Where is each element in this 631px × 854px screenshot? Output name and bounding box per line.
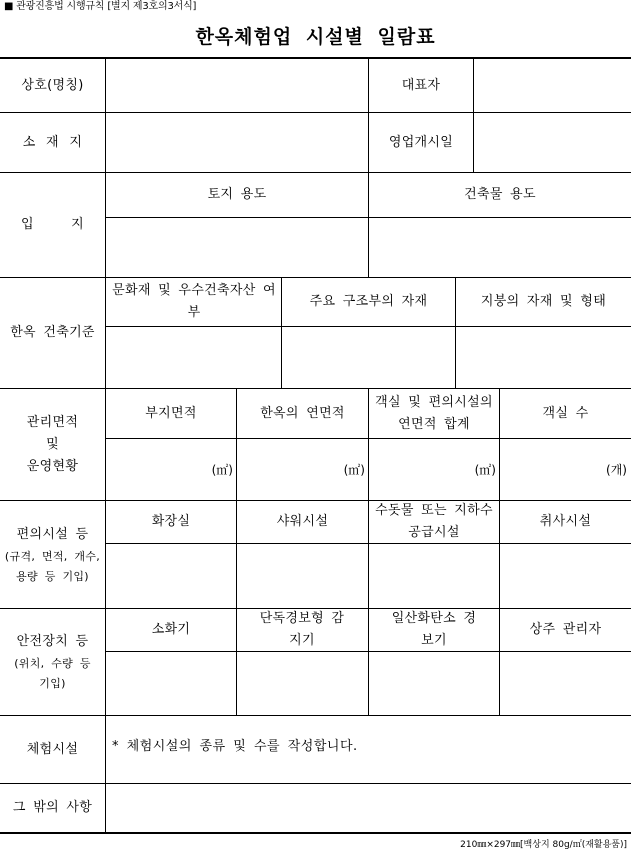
management-label-line2: 및 — [46, 436, 59, 452]
form-reference: ■ 관광진흥법 시행규칙 [별지 제3호의3서식] — [4, 1, 197, 12]
building-use-header: 건축물 용도 — [464, 187, 536, 202]
amenities-label-line3: 용량 등 기입) — [16, 569, 89, 583]
amenities-label-line1: 편의시설 등 — [16, 526, 89, 542]
room-count-field[interactable] — [500, 439, 627, 500]
structure-material-field[interactable] — [282, 327, 455, 388]
smoke-detector-header: 단독경보형 감지기 — [259, 611, 345, 648]
business-name-field[interactable] — [106, 59, 368, 112]
heritage-status-header: 문화재 및 우수건축자산 여부 — [112, 283, 276, 320]
representative-field[interactable] — [474, 59, 631, 112]
representative-label: 대표자 — [401, 77, 441, 93]
site-area-field[interactable] — [106, 439, 233, 500]
resident-manager-header: 상주 관리자 — [529, 622, 602, 637]
shower-field[interactable] — [237, 544, 368, 608]
toilet-field[interactable] — [106, 544, 236, 608]
unit-sqm: (㎡) — [343, 462, 365, 477]
management-label-line1: 관리면적 — [26, 414, 79, 430]
water-supply-header: 수돗물 또는 지하수 공급시설 — [375, 503, 493, 540]
management-label-line3: 운영현황 — [26, 458, 79, 474]
hanok-criteria-label: 한옥 건축기준 — [10, 325, 95, 340]
smoke-detector-field[interactable] — [237, 652, 368, 715]
site-label: 입 지 — [21, 217, 84, 232]
cooking-field[interactable] — [500, 544, 631, 608]
co-alarm-header: 일산화탄소 경보기 — [391, 611, 477, 648]
extinguisher-field[interactable] — [106, 652, 236, 715]
unit-count: (개) — [606, 462, 627, 477]
shower-header: 샤워시설 — [276, 514, 329, 529]
resident-manager-field[interactable] — [500, 652, 631, 715]
unit-sqm: (㎡) — [474, 462, 496, 477]
water-supply-field[interactable] — [369, 544, 499, 608]
co-alarm-field[interactable] — [369, 652, 499, 715]
safety-label-line1: 안전장치 등 — [16, 634, 89, 649]
roof-material-header: 지붕의 자재 및 형태 — [480, 294, 607, 309]
other-field[interactable] — [106, 784, 631, 832]
experience-label: 체험시설 — [26, 741, 79, 757]
heritage-status-field[interactable] — [106, 327, 281, 388]
land-use-header: 토지 용도 — [207, 187, 267, 202]
hanok-floor-area-field[interactable] — [237, 439, 365, 500]
open-date-field[interactable] — [474, 113, 631, 172]
location-field[interactable] — [106, 113, 368, 172]
unit-sqm: (㎡) — [211, 462, 233, 477]
experience-note[interactable]: * 체험시설의 종류 및 수를 작성합니다. — [112, 739, 358, 754]
room-facility-area-header: 객실 및 편의시설의 연면적 합계 — [375, 394, 493, 432]
location-label: 소 재 지 — [22, 134, 83, 150]
hanok-floor-area-header: 한옥의 연면적 — [260, 405, 345, 421]
paper-spec: 210㎜×297㎜[백상지 80g/㎡(재활용품)] — [460, 840, 627, 850]
page-title: 한옥체험업 시설별 일람표 — [195, 26, 436, 48]
land-use-field[interactable] — [106, 218, 368, 277]
management-label — [0, 389, 105, 500]
safety-label — [0, 609, 105, 715]
room-count-header: 객실 수 — [542, 405, 589, 421]
toilet-header: 화장실 — [151, 514, 191, 529]
open-date-label: 영업개시일 — [388, 134, 454, 150]
amenities-label — [0, 501, 105, 608]
roof-material-field[interactable] — [456, 327, 631, 388]
amenities-label-line2: (규격, 면적, 개수, — [4, 549, 101, 563]
room-facility-area-field[interactable] — [369, 439, 496, 500]
cooking-header: 취사시설 — [539, 514, 592, 529]
other-label: 그 밖의 사항 — [12, 800, 93, 815]
structure-material-header: 주요 구조부의 자재 — [309, 294, 428, 309]
safety-label-line2: (위치, 수량 등 — [14, 657, 91, 670]
safety-label-line3: 기입) — [39, 677, 66, 690]
building-use-field[interactable] — [369, 218, 631, 277]
extinguisher-header: 소화기 — [151, 622, 191, 637]
site-area-header: 부지면적 — [145, 405, 197, 421]
business-name-label: 상호(명칭) — [21, 77, 84, 93]
